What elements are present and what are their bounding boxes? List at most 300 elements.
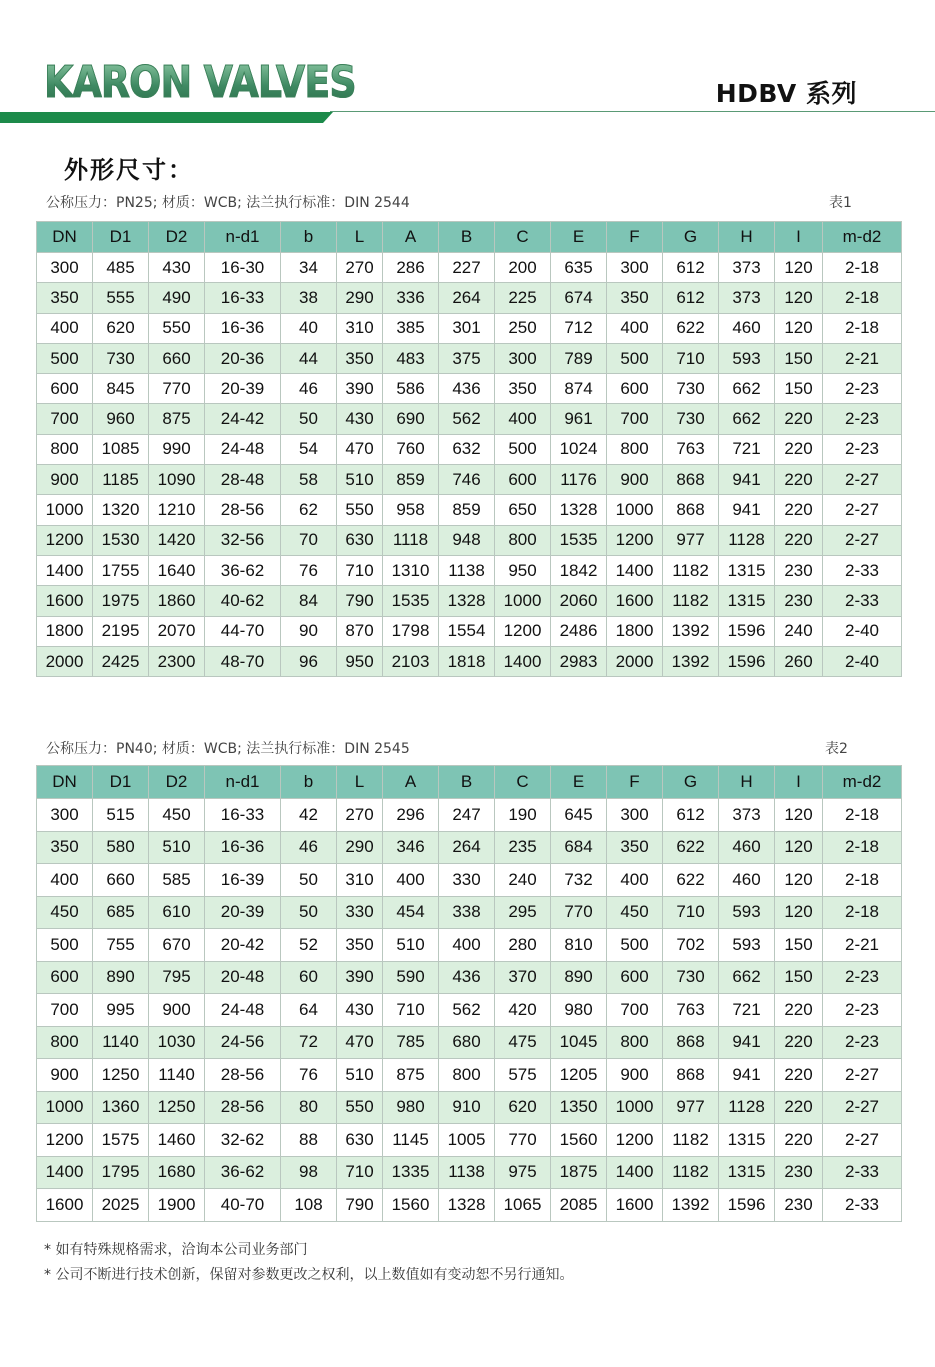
table-cell: 2-27 [823, 465, 902, 495]
table-cell: 645 [551, 799, 607, 832]
table-cell: 1795 [93, 1156, 149, 1189]
table-cell: 510 [337, 465, 383, 495]
table-cell: 230 [775, 1156, 823, 1189]
table-cell: 120 [775, 831, 823, 864]
table-row [37, 525, 902, 555]
table-cell: 1596 [719, 616, 775, 646]
table-cell: 1400 [37, 555, 93, 585]
table-cell: 280 [495, 929, 551, 962]
table-cell: 460 [719, 313, 775, 343]
table-cell: 1800 [607, 616, 663, 646]
table-cell: 690 [383, 404, 439, 434]
table2-spec: 公称压力：PN40; 材质：WCB; 法兰执行标准：DIN 2545 [46, 741, 410, 757]
table-cell: 2-21 [823, 343, 902, 373]
table-cell: 2-18 [823, 831, 902, 864]
table-cell: 220 [775, 994, 823, 1027]
table-cell: 120 [775, 864, 823, 897]
table-cell: 593 [719, 929, 775, 962]
table-cell: 1085 [93, 434, 149, 464]
table-cell: 483 [383, 343, 439, 373]
table-cell: 2-40 [823, 646, 902, 676]
table-cell: 941 [719, 495, 775, 525]
table-cell: 746 [439, 465, 495, 495]
table-cell: 220 [775, 465, 823, 495]
table-cell: 96 [281, 646, 337, 676]
table-row [37, 495, 902, 525]
table-cell: 1000 [37, 495, 93, 525]
table-cell: 2-18 [823, 253, 902, 283]
table-cell: 868 [663, 1059, 719, 1092]
table-cell: 34 [281, 253, 337, 283]
table-cell: 712 [551, 313, 607, 343]
table-cell: 1140 [93, 1026, 149, 1059]
table-row [37, 404, 902, 434]
table-cell: 470 [337, 434, 383, 464]
table-cell: 350 [607, 831, 663, 864]
table-cell: 510 [149, 831, 205, 864]
table-cell: 670 [149, 929, 205, 962]
column-header: n-d1 [205, 222, 281, 253]
table-cell: 150 [775, 374, 823, 404]
table-cell: 662 [719, 961, 775, 994]
table-cell: 755 [93, 929, 149, 962]
table-row [37, 434, 902, 464]
column-header: L [337, 766, 383, 799]
table-cell: 1000 [607, 1091, 663, 1124]
table-cell: 430 [337, 404, 383, 434]
table-cell: 2060 [551, 586, 607, 616]
table-cell: 220 [775, 1124, 823, 1157]
table-cell: 375 [439, 343, 495, 373]
table-cell: 1392 [663, 616, 719, 646]
table-cell: 436 [439, 374, 495, 404]
table-cell: 785 [383, 1026, 439, 1059]
table-cell: 370 [495, 961, 551, 994]
column-header: D2 [149, 222, 205, 253]
table-cell: 660 [93, 864, 149, 897]
table-cell: 1000 [37, 1091, 93, 1124]
table-cell: 1328 [551, 495, 607, 525]
table-cell: 810 [551, 929, 607, 962]
table-cell: 44 [281, 343, 337, 373]
table-cell: 460 [719, 864, 775, 897]
table-cell: 336 [383, 283, 439, 313]
table-row [37, 1124, 902, 1157]
table-cell: 612 [663, 253, 719, 283]
table-cell: 264 [439, 831, 495, 864]
column-header: B [439, 766, 495, 799]
table-cell: 1315 [719, 586, 775, 616]
table-cell: 1842 [551, 555, 607, 585]
table-cell: 450 [149, 799, 205, 832]
table-cell: 845 [93, 374, 149, 404]
table-cell: 454 [383, 896, 439, 929]
table-cell: 220 [775, 434, 823, 464]
table-cell: 960 [93, 404, 149, 434]
table-cell: 1420 [149, 525, 205, 555]
table-cell: 58 [281, 465, 337, 495]
table-cell: 400 [439, 929, 495, 962]
table-cell: 2-23 [823, 374, 902, 404]
table-cell: 230 [775, 555, 823, 585]
table-cell: 875 [383, 1059, 439, 1092]
footnote: * 公司不断进行技术创新，保留对参数更改之权利，以上数值如有变动恕不另行通知。 [44, 1267, 574, 1283]
table-cell: 550 [149, 313, 205, 343]
table-cell: 900 [607, 1059, 663, 1092]
table-cell: 350 [495, 374, 551, 404]
column-header: b [281, 222, 337, 253]
table-cell: 874 [551, 374, 607, 404]
table-cell: 2-27 [823, 495, 902, 525]
table-cell: 1400 [607, 1156, 663, 1189]
table-cell: 1045 [551, 1026, 607, 1059]
table-cell: 20-48 [205, 961, 281, 994]
table-cell: 40 [281, 313, 337, 343]
table-cell: 400 [383, 864, 439, 897]
table-cell: 470 [337, 1026, 383, 1059]
table-cell: 790 [337, 1189, 383, 1222]
table-cell: 350 [337, 343, 383, 373]
table-cell: 610 [149, 896, 205, 929]
column-header: n-d1 [205, 766, 281, 799]
table-cell: 2-23 [823, 1026, 902, 1059]
table-cell: 1205 [551, 1059, 607, 1092]
table-cell: 1118 [383, 525, 439, 555]
table-cell: 373 [719, 799, 775, 832]
table-cell: 16-33 [205, 799, 281, 832]
table-cell: 1185 [93, 465, 149, 495]
table-cell: 500 [495, 434, 551, 464]
table-cell: 1182 [663, 586, 719, 616]
table-cell: 1328 [439, 1189, 495, 1222]
table-cell: 600 [37, 961, 93, 994]
table-cell: 1090 [149, 465, 205, 495]
table-cell: 2-23 [823, 961, 902, 994]
table-cell: 64 [281, 994, 337, 1027]
table-cell: 859 [439, 495, 495, 525]
table-cell: 42 [281, 799, 337, 832]
table-cell: 2-33 [823, 586, 902, 616]
table-cell: 350 [37, 283, 93, 313]
brand-logo: KARON VALVES [44, 57, 356, 108]
table-cell: 948 [439, 525, 495, 555]
table-cell: 301 [439, 313, 495, 343]
table-cell: 1320 [93, 495, 149, 525]
table-cell: 227 [439, 253, 495, 283]
table-cell: 1128 [719, 1091, 775, 1124]
table-cell: 120 [775, 799, 823, 832]
table-cell: 660 [149, 343, 205, 373]
column-header: F [607, 766, 663, 799]
table-cell: 260 [775, 646, 823, 676]
table-cell: 600 [495, 465, 551, 495]
series-title: HDBV 系列 [715, 79, 857, 108]
table-cell: 436 [439, 961, 495, 994]
table-cell: 120 [775, 896, 823, 929]
table-cell: 310 [337, 313, 383, 343]
table-row [37, 616, 902, 646]
column-header: L [337, 222, 383, 253]
table-cell: 2-18 [823, 313, 902, 343]
table-cell: 450 [607, 896, 663, 929]
table-cell: 800 [607, 1026, 663, 1059]
table-cell: 235 [495, 831, 551, 864]
table-cell: 1200 [37, 525, 93, 555]
table-cell: 373 [719, 283, 775, 313]
table-cell: 230 [775, 586, 823, 616]
table-row [37, 1091, 902, 1124]
table-cell: 2983 [551, 646, 607, 676]
table-cell: 1182 [663, 1156, 719, 1189]
table-cell: 575 [495, 1059, 551, 1092]
table-cell: 1335 [383, 1156, 439, 1189]
table-cell: 400 [37, 864, 93, 897]
table-cell: 1200 [37, 1124, 93, 1157]
table-cell: 76 [281, 1059, 337, 1092]
table-cell: 2486 [551, 616, 607, 646]
table-cell: 475 [495, 1026, 551, 1059]
table-cell: 38 [281, 283, 337, 313]
header-rule [330, 111, 935, 112]
table-cell: 98 [281, 1156, 337, 1189]
column-header: C [495, 766, 551, 799]
table-cell: 1560 [551, 1124, 607, 1157]
table-cell: 500 [607, 929, 663, 962]
table-row [37, 374, 902, 404]
table-cell: 220 [775, 1026, 823, 1059]
table-cell: 941 [719, 465, 775, 495]
table-cell: 680 [439, 1026, 495, 1059]
table-cell: 48-70 [205, 646, 281, 676]
table-cell: 1145 [383, 1124, 439, 1157]
table-cell: 562 [439, 994, 495, 1027]
table-cell: 1138 [439, 1156, 495, 1189]
column-header: DN [37, 766, 93, 799]
table-header-row [37, 766, 902, 799]
table-cell: 50 [281, 896, 337, 929]
table-cell: 346 [383, 831, 439, 864]
column-header: b [281, 766, 337, 799]
table-cell: 2-40 [823, 616, 902, 646]
table-cell: 16-30 [205, 253, 281, 283]
table-cell: 1200 [495, 616, 551, 646]
table-cell: 1596 [719, 646, 775, 676]
table-cell: 24-42 [205, 404, 281, 434]
table-cell: 230 [775, 1189, 823, 1222]
table-cell: 2070 [149, 616, 205, 646]
table-cell: 700 [607, 994, 663, 1027]
table-cell: 2103 [383, 646, 439, 676]
table-cell: 770 [495, 1124, 551, 1157]
table-cell: 1392 [663, 1189, 719, 1222]
table-cell: 622 [663, 864, 719, 897]
table-cell: 385 [383, 313, 439, 343]
table-row [37, 283, 902, 313]
table-cell: 36-62 [205, 555, 281, 585]
table-cell: 1328 [439, 586, 495, 616]
table-cell: 770 [149, 374, 205, 404]
table-cell: 980 [551, 994, 607, 1027]
table-cell: 1200 [607, 1124, 663, 1157]
table-cell: 868 [663, 495, 719, 525]
table-cell: 32-62 [205, 1124, 281, 1157]
column-header: I [775, 766, 823, 799]
table-cell: 721 [719, 434, 775, 464]
table-cell: 800 [37, 434, 93, 464]
table-cell: 800 [495, 525, 551, 555]
table-cell: 300 [37, 253, 93, 283]
column-header: D1 [93, 766, 149, 799]
table-cell: 941 [719, 1059, 775, 1092]
column-header: G [663, 222, 719, 253]
table-cell: 296 [383, 799, 439, 832]
table-cell: 2000 [37, 646, 93, 676]
table-cell: 763 [663, 994, 719, 1027]
column-header: D1 [93, 222, 149, 253]
column-header: A [383, 766, 439, 799]
table-cell: 900 [149, 994, 205, 1027]
table-cell: 1350 [551, 1091, 607, 1124]
table-cell: 1800 [37, 616, 93, 646]
table-cell: 870 [337, 616, 383, 646]
table-cell: 1392 [663, 646, 719, 676]
table-cell: 700 [37, 404, 93, 434]
table-cell: 330 [439, 864, 495, 897]
column-header: H [719, 766, 775, 799]
table-cell: 373 [719, 253, 775, 283]
table-cell: 1640 [149, 555, 205, 585]
table-cell: 995 [93, 994, 149, 1027]
table-cell: 300 [607, 799, 663, 832]
table-row [37, 799, 902, 832]
section-title: 外形尺寸： [64, 156, 194, 184]
table-cell: 2-23 [823, 434, 902, 464]
table-row [37, 831, 902, 864]
table-cell: 1680 [149, 1156, 205, 1189]
table-cell: 1315 [719, 1156, 775, 1189]
table-cell: 580 [93, 831, 149, 864]
table-cell: 72 [281, 1026, 337, 1059]
table-cell: 120 [775, 283, 823, 313]
table-cell: 54 [281, 434, 337, 464]
column-header: A [383, 222, 439, 253]
table-cell: 1755 [93, 555, 149, 585]
table-cell: 650 [495, 495, 551, 525]
table-cell: 730 [663, 374, 719, 404]
table-cell: 80 [281, 1091, 337, 1124]
table-cell: 400 [607, 864, 663, 897]
table-cell: 950 [495, 555, 551, 585]
table-cell: 710 [383, 994, 439, 1027]
table-row [37, 646, 902, 676]
table-cell: 390 [337, 961, 383, 994]
table-cell: 900 [37, 465, 93, 495]
table-cell: 2000 [607, 646, 663, 676]
table-cell: 2-33 [823, 1156, 902, 1189]
table-row [37, 313, 902, 343]
table-cell: 40-62 [205, 586, 281, 616]
table-cell: 28-56 [205, 1091, 281, 1124]
table-cell: 1005 [439, 1124, 495, 1157]
table-cell: 1600 [607, 1189, 663, 1222]
table-cell: 485 [93, 253, 149, 283]
table-cell: 1210 [149, 495, 205, 525]
table-cell: 630 [337, 525, 383, 555]
table-header-row [37, 222, 902, 253]
table-cell: 612 [663, 283, 719, 313]
dimension-table-1 [36, 221, 902, 677]
table-cell: 500 [37, 343, 93, 373]
table-cell: 20-36 [205, 343, 281, 373]
table-cell: 1400 [37, 1156, 93, 1189]
table-cell: 868 [663, 465, 719, 495]
table-cell: 84 [281, 586, 337, 616]
dimension-table-2 [36, 765, 902, 1222]
table-cell: 120 [775, 253, 823, 283]
table-cell: 1875 [551, 1156, 607, 1189]
table-cell: 702 [663, 929, 719, 962]
table-cell: 977 [663, 525, 719, 555]
table-cell: 600 [607, 374, 663, 404]
table-cell: 70 [281, 525, 337, 555]
table-cell: 220 [775, 1091, 823, 1124]
table-cell: 90 [281, 616, 337, 646]
table-cell: 52 [281, 929, 337, 962]
table-cell: 875 [149, 404, 205, 434]
table-cell: 710 [663, 343, 719, 373]
column-header: F [607, 222, 663, 253]
table-cell: 586 [383, 374, 439, 404]
table-cell: 247 [439, 799, 495, 832]
table-cell: 2-33 [823, 555, 902, 585]
table-cell: 2025 [93, 1189, 149, 1222]
table-row [37, 961, 902, 994]
table-cell: 220 [775, 1059, 823, 1092]
table-cell: 1360 [93, 1091, 149, 1124]
table-cell: 2-18 [823, 799, 902, 832]
table-cell: 50 [281, 864, 337, 897]
table-cell: 1315 [719, 555, 775, 585]
table-cell: 420 [495, 994, 551, 1027]
column-header: G [663, 766, 719, 799]
table-cell: 1065 [495, 1189, 551, 1222]
table1-spec: 公称压力：PN25; 材质：WCB; 法兰执行标准：DIN 2544 [46, 195, 410, 211]
table1-label: 表1 [829, 195, 852, 211]
table-cell: 620 [93, 313, 149, 343]
table-cell: 890 [93, 961, 149, 994]
table-cell: 1575 [93, 1124, 149, 1157]
table-cell: 16-36 [205, 313, 281, 343]
footnotes [44, 1238, 573, 1288]
table-cell: 980 [383, 1091, 439, 1124]
table-cell: 28-56 [205, 1059, 281, 1092]
table-cell: 200 [495, 253, 551, 283]
table-cell: 684 [551, 831, 607, 864]
table-cell: 108 [281, 1189, 337, 1222]
table-cell: 60 [281, 961, 337, 994]
table-cell: 620 [495, 1091, 551, 1124]
table-cell: 941 [719, 1026, 775, 1059]
table-cell: 900 [607, 465, 663, 495]
table-cell: 593 [719, 343, 775, 373]
table-cell: 1182 [663, 555, 719, 585]
table-cell: 2425 [93, 646, 149, 676]
table-cell: 1310 [383, 555, 439, 585]
table-cell: 1818 [439, 646, 495, 676]
table-cell: 120 [775, 313, 823, 343]
table-cell: 662 [719, 404, 775, 434]
table-cell: 961 [551, 404, 607, 434]
